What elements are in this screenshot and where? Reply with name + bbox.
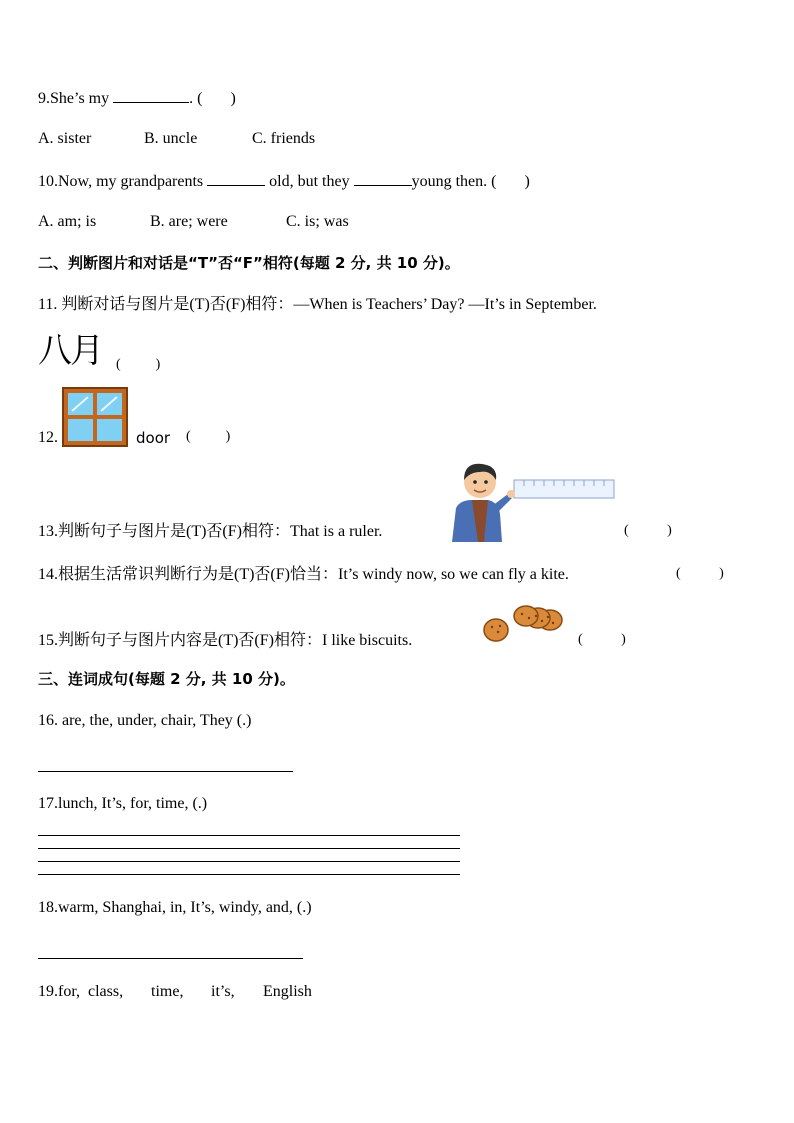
q9-prefix: 9.She’s my <box>38 90 114 107</box>
question-16: 16. are, the, under, chair, They (.) <box>38 712 252 729</box>
q19-word-5: English <box>263 983 312 1000</box>
section-3-heading: 三、连词成句(每题 2 分, 共 10 分)。 <box>38 670 295 688</box>
question-9 <box>38 87 236 109</box>
q12-word: door <box>136 429 171 447</box>
q19-word-3: time, <box>151 983 184 1000</box>
q10-mid: old, but they <box>265 173 354 190</box>
q17-answer-line-4[interactable] <box>38 874 460 875</box>
window-icon <box>62 387 128 447</box>
question-11: 11. 判断对话与图片是(T)否(F)相符：—When is Teachers’ Day? —It’s in September. <box>38 296 597 313</box>
q18-answer-line[interactable] <box>38 958 303 959</box>
question-17: 17.lunch, It’s, for, time, (.) <box>38 795 208 812</box>
q13-answer-paren[interactable]: ( ) <box>624 523 672 538</box>
q17-answer-line-3[interactable] <box>38 861 460 862</box>
q10-options <box>38 212 349 232</box>
q10-close: ) <box>524 173 530 190</box>
q12-answer-paren[interactable]: ( ) <box>186 429 231 444</box>
q17-answer-line-1[interactable] <box>38 835 460 836</box>
q9-options <box>38 129 315 149</box>
q19-word-1: 19.for, <box>38 983 81 1000</box>
question-13: 13.判断句子与图片是(T)否(F)相符：That is a ruler. <box>38 523 383 540</box>
q10-blank-1[interactable] <box>207 170 265 186</box>
q11-answer-paren[interactable]: ( ) <box>116 357 161 372</box>
boy-pointing-ruler <box>446 456 618 542</box>
q16-answer-line[interactable] <box>38 771 293 772</box>
q9-blank[interactable] <box>113 87 189 103</box>
question-19 <box>38 982 312 1002</box>
q10-suffix: young then. ( <box>411 173 497 190</box>
q14-answer-paren[interactable]: ( ) <box>676 566 724 581</box>
q9-option-b[interactable]: B. uncle <box>144 130 198 147</box>
question-14: 14.根据生活常识判断行为是(T)否(F)恰当：It’s windy now, so we can fly a kite. <box>38 566 569 583</box>
biscuits-icon <box>482 602 564 646</box>
q9-option-c[interactable]: C. friends <box>252 130 316 147</box>
q17-answer-line-2[interactable] <box>38 848 460 849</box>
question-10 <box>38 170 530 192</box>
q15-answer-paren[interactable]: ( ) <box>578 632 626 647</box>
q19-word-4: it’s, <box>211 983 235 1000</box>
q10-option-a[interactable]: A. am; is <box>38 213 97 230</box>
q10-option-c[interactable]: C. is; was <box>286 213 349 230</box>
question-15: 15.判断句子与图片内容是(T)否(F)相符：I like biscuits. <box>38 632 413 649</box>
q19-word-2: class, <box>88 983 124 1000</box>
q10-prefix: 10.Now, my grandparents <box>38 173 208 190</box>
section-2-heading: 二、判断图片和对话是“T”否“F”相符(每题 2 分, 共 10 分)。 <box>38 254 460 272</box>
q9-option-a[interactable]: A. sister <box>38 130 92 147</box>
q10-blank-2[interactable] <box>354 170 412 186</box>
question-18: 18.warm, Shanghai, in, It’s, windy, and, (.) <box>38 899 312 916</box>
august-image-text: 八月 <box>38 331 102 371</box>
q12-number: 12. <box>38 429 58 446</box>
q10-option-b[interactable]: B. are; were <box>150 213 228 230</box>
q9-close: ) <box>230 90 236 107</box>
q9-suffix: . ( <box>189 90 203 107</box>
